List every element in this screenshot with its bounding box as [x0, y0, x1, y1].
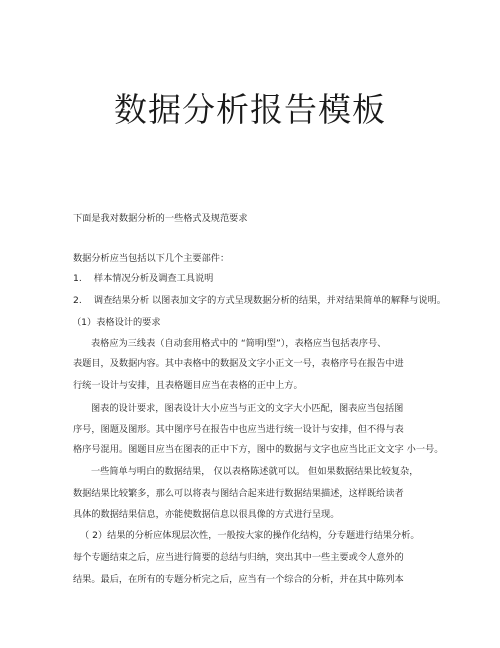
- list-item-number: 1.: [73, 273, 82, 284]
- paragraph-line: 表格应为三线表（自动套用格式中的 “简明I型”），表格应当包括表序号、: [91, 338, 387, 349]
- paragraph-line: 数据结果比较繁多，那么可以将表与图结合起来进行数据结果描述，这样既给读者: [73, 488, 404, 499]
- paragraph-line: 一些简单与明白的数据结果， 仅以表格陈述就可以。 但如果数据结果比较复杂，: [91, 466, 419, 477]
- list-item-text: 样本情况分析及调查工具说明: [93, 273, 214, 284]
- paragraph-line: 每个专题结束之后，应当进行简要的总结与归纳，突出其中一些主要或令人意外的: [73, 552, 404, 563]
- paragraph-line: 具体的数据结果信息，亦能使数据信息以很具像的方式进行呈现。: [73, 509, 340, 520]
- paragraph-line: 结果。最后，在所有的专题分析完之后，应当有一个综合的分析，并在其中陈列本: [73, 574, 404, 585]
- list-item-2: [73, 295, 446, 307]
- intro-text: 下面是我对数据分析的一些格式及规范要求: [73, 213, 248, 224]
- paragraph-line: 格序号混用。图题目应当在图表的正中下方，图中的数据与文字也应当比正文文字 小一号。: [73, 444, 444, 455]
- paragraph-line: 图表的设计要求，图表设计大小应当与正文的文字大小匹配，图表应当包括图: [91, 403, 404, 414]
- document-title: 数据分析报告模板: [114, 90, 386, 129]
- list-item-number: 2.: [73, 295, 82, 306]
- list-item-text: 调查结果分析 以图表加文字的方式呈现数据分析的结果，并对结果简单的解释与说明。: [93, 295, 446, 306]
- paragraph-line: （ 2）结果的分析应体现层次性，一般按大家的操作化结构，分专题进行结果分析。: [80, 530, 420, 541]
- paragraph-line: 表题目，及数据内容。其中表格中的数据及文字小正文一号，表格序号在报告中进: [73, 358, 404, 369]
- section-heading: （1）表格设计的要求: [72, 317, 161, 328]
- paragraph-line: 序号，图题及图形。其中图序号在报告中也应当进行统一设计与安排，但不得与表: [73, 424, 404, 435]
- list-item-1: [73, 273, 213, 285]
- lead-text: 数据分析应当包括以下几个主要部件：: [73, 253, 230, 264]
- paragraph-line: 行统一设计与安排，且表格题目应当在表格的正中上方。: [73, 380, 303, 391]
